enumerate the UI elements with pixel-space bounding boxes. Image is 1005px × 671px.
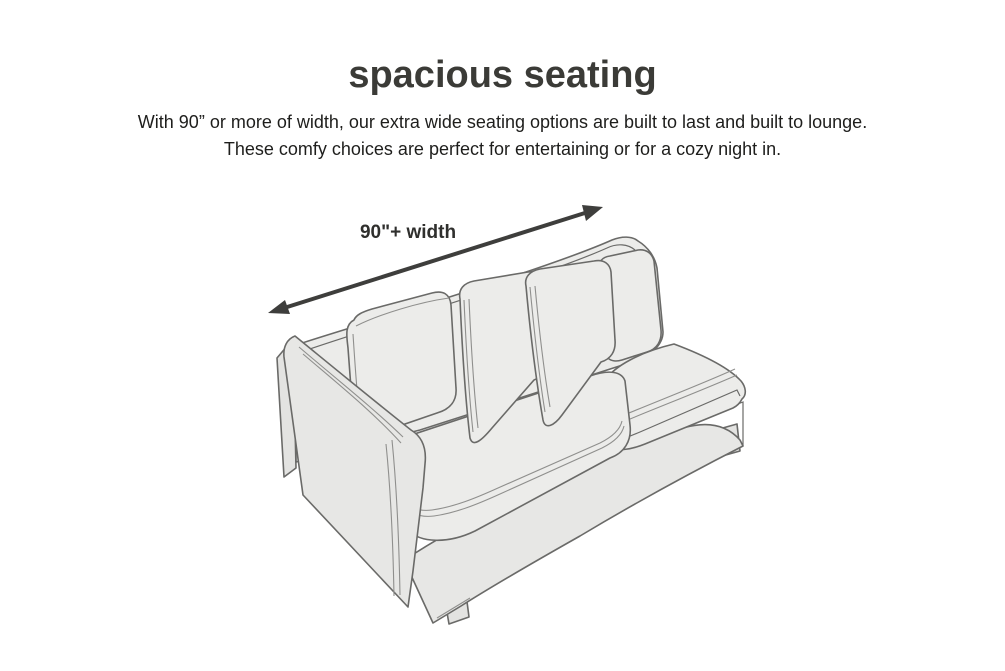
width-arrow-label: 90"+ width — [359, 222, 457, 243]
description-line-2: These comfy choices are perfect for entertaining or for a cozy night in. — [223, 139, 782, 159]
sofa-illustration — [277, 237, 745, 624]
arrow-head-left — [268, 300, 290, 314]
description-line-1: With 90” or more of width, our extra wide seating options are built to last and built to lounge. — [137, 112, 868, 132]
arrow-head-right — [582, 205, 603, 221]
page-title: spacious seating — [348, 54, 657, 96]
